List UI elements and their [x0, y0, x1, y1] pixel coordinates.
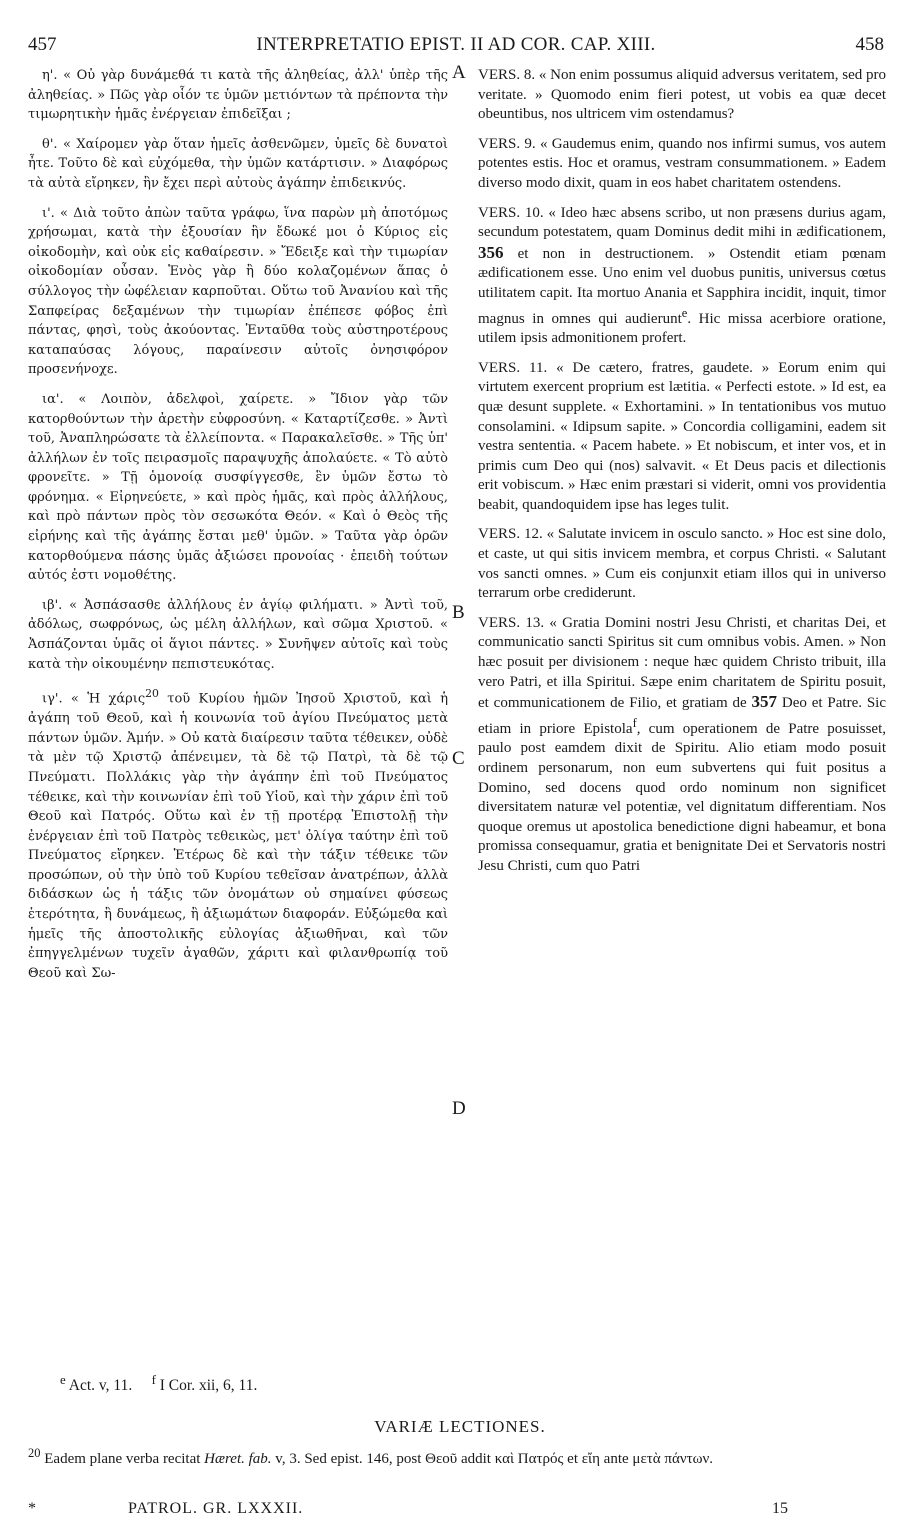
latin-verse-13 — [478, 614, 886, 877]
margin-marker-a: A — [452, 62, 466, 83]
greek-verse-13-start: ιγ'. « Ἡ χάρις — [42, 691, 146, 707]
greek-verse-8: η'. « Οὐ γὰρ δυνάμεθά τι κατὰ τῆς ἀληθείας, ἀλλ' ὑπὲρ τῆς ἀληθείας. » Πῶς γὰρ οἷόν τε ὑμῶν μετιόντων τὰ πρέποντα τὴν τιμωρητικὴν ἡμᾶς ἐνέργειαν ἐπιδεῖξαι ; — [28, 68, 448, 123]
latin-column — [478, 66, 886, 877]
running-title: INTERPRETATIO EPIST. II AD COR. CAP. XIII. — [256, 34, 656, 55]
variant-note-number: 20 — [28, 1446, 41, 1460]
page-number-right: 458 — [855, 34, 884, 55]
margin-marker-b: B — [452, 602, 465, 623]
latin-verse-10-end: . Hic missa acerbiore oratione, utilem ipsis admonitionem profert. — [478, 310, 887, 347]
greek-verse-10: ι'. « Διὰ τοῦτο ἀπὼν ταῦτα γράφω, ἵνα παρὼν μὴ ἀποτόμως χρήσωμαι, κατὰ τὴν ἐξουσίαν ἣν ἔδωκέ μοι ὁ Κύριος εἰς οἰκοδομὴν, καὶ οὐκ εἰς καθαίρεσιν. » Ἔδειξε καὶ τὴν τιμωρίαν οἰκοδομίαν οὖσαν. Ἑνὸς γὰρ ἢ δύο κολαζομένων ἅπας ὁ σύλλογος τὴν ὠφέλειαν καρποῦται. Οὕτω τοῦ Ἀνανίου καὶ τῆς Σαπφείρας δεξαμένων τὴν τιμωρίαν ἐπέπεσε φόβος ἐπὶ πάντας, φησὶ, τοὺς ἀκούοντας. Ἐνταῦθα τοὺς αὐστηροτέρους καταπαύσας λόγους, παραίνεσιν αὐτοῖς ὀνησιφόρον προσενήνοχε. — [28, 205, 448, 378]
variant-note-20 — [28, 1444, 888, 1469]
margin-marker-d: D — [452, 1098, 466, 1119]
column-number-356: 356 — [478, 242, 504, 262]
variant-note-source: Hæret. fab. — [204, 1451, 272, 1467]
footer-asterisk: * — [28, 1500, 36, 1517]
greek-verse-9: θ'. « Χαίρομεν γὰρ ὅταν ἡμεῖς ἀσθενῶμεν, ὑμεῖς δὲ δυνατοὶ ἦτε. Τοῦτο δὲ καὶ εὐχόμεθα, τὴν ὑμῶν κατάρτισιν. » Διαφόρως τὰ αὐτὰ εἴρηκεν, ἣν ἔχει περὶ αὐτοὺς ἀγάπην ἐπιδεικνύς. — [28, 136, 448, 191]
margin-marker-c: C — [452, 748, 465, 769]
greek-verse-13 — [28, 684, 448, 983]
footnote-f: I Cor. xii, 6, 11. — [159, 1377, 258, 1395]
footnotes — [60, 1372, 880, 1395]
variant-note-text-a: Eadem plane verba recitat — [44, 1451, 205, 1467]
latin-verse-13-middle: Deo et Patre. Sic etiam in priore Epistola — [478, 695, 886, 737]
latin-verse-13-end: , cum operationem de Patre posuisset, paulo post eamdem dixit de Spiritu. Alio etiam modo posuit ordinem personarum, non eum subvertens qui fuit positus a Domino, sed docens quod ordo nominum non significet diversitatem naturæ vel potentiæ, vel dignitatum differentiam. Nos quoque oremus ut apostolica benedictione digni habeamur, et bona promissa consequamur, gratia et benignitate Dei et Servatoris nostri Jesu Christi, cum quo Patri — [478, 720, 886, 874]
latin-verse-10 — [478, 204, 886, 349]
greek-verse-11: ια'. « Λοιπὸν, ἀδελφοὶ, χαίρετε. » Ἴδιον γὰρ τῶν κατορθούντων τὴν ἀρετὴν εὐφροσύνη. « Καταρτίζεσθε. » Ἀντὶ τοῦ, Ἀναπληρώσατε τὰ ἐλλείποντα. « Παρακαλεῖσθε. » Τῆς ὑπ' ἀλλήλων ἐν τοῖς πειρασμοῖς παραψυχῆς ἀπολαύετε. « Τὸ αὐτὸ φρονεῖτε. » Τῇ ὁμονοίᾳ συσφίγγεσθε, ἓν ὑμῶν ἔστω τὸ φρόνημα. « Εἰρηνεύετε, » καὶ πρὸς ἡμᾶς, καὶ πρὸς ἀλλήλους, καὶ πρὸ πάντων πρὸς τὸν σεσωκότα Θεόν. « Καὶ ὁ Θεὸς τῆς εἰρήνης καὶ τῆς ἀγάπης ἔσται μεθ' ὑμῶν. » Ταῦτα γὰρ ὁρῶν κατορθούμενα πάσης ὑμᾶς ἀξιώσει προνοίας · ἐπειδὴ τούτων αὐτός ἐστι νομοθέτης. — [28, 391, 448, 584]
greek-verse-12: ιβ'. « Ἀσπάσασθε ἀλλήλους ἐν ἁγίῳ φιλήματι. » Ἀντὶ τοῦ, ἀδόλως, σωφρόνως, ὡς μέλη ἀλλήλων, καὶ σῶμα Χριστοῦ. « Ἀσπάζονται ὑμᾶς οἱ ἅγιοι πάντες. » Συνῆψεν αὐτοῖς καὶ τοὺς κατὰ τὴν οἰκουμένην πεπιστευκότας. — [28, 597, 448, 672]
variant-reference-20: 20 — [145, 687, 159, 701]
gathering-signature: 15 — [772, 1500, 788, 1517]
variant-note-text-b: v, 3. Sed epist. 146, post Θεοῦ addit καὶ Πατρός et εἴη ante μετὰ πάντων. — [271, 1451, 714, 1467]
latin-verse-13-start: VERS. 13. « Gratia Domini nostri Jesu Christi, et charitas Dei, et communicatio sancti Spiritus sit cum omnibus vobis. Amen. » Non hæc posuit per divisionem : neque hæc quidem Christo tribuit, illa vero Patri, et illa Spiritui. Sæpe enim charitatem de Spiritu posuit, et communicationem de Filio, et gratiam de — [478, 614, 886, 712]
latin-verse-10-start: VERS. 10. « Ideo hæc absens scribo, ut non præsens durius agam, secundum potestatem, quam Dominus dedit mihi in ædificationem, — [478, 204, 886, 241]
latin-verse-12: VERS. 12. « Salutate invicem in osculo sancto. » Hoc est sine dolo, et caste, ut qui sitis invicem membra, et corpus Christi. « Salutant vos sancti omnes. » Cum eis conjunxit etiam illos qui in universo terrarum orbe crediderunt. — [478, 526, 886, 602]
greek-column — [28, 66, 448, 983]
latin-verse-8: VERS. 8. « Non enim possumus aliquid adversus veritatem, sed pro veritate. » Quomodo enim fieri potest, ut vobis ea quæ decet obeuntibus, nos ultricem vim ostendamus? — [478, 67, 886, 123]
latin-verse-10-middle: et non in destructionem. » Ostendit etiam pœnam ædificationem esse. Uno enim vel duobus punitis, universus cœtus utilitatem capit. Ita mortuo Anania et Sapphira incidit, inquit, timor magnus in omnes qui audierunt — [478, 245, 886, 327]
series-volume-label: PATROL. GR. LXXXII. — [128, 1500, 304, 1517]
footnote-reference-f: f — [632, 715, 637, 730]
footnote-reference-e: e — [681, 305, 688, 320]
footnote-mark-f: f — [151, 1372, 156, 1387]
latin-verse-9: VERS. 9. « Gaudemus enim, quando nos infirmi sumus, vos autem potentes estis. Hoc et oramus, vestram consummationem. » Eadem diverso modo dixit, quam in eos habet charitatem ostendens. — [478, 135, 886, 191]
footnote-e: Act. v, 11. — [68, 1377, 133, 1395]
page-number-left: 457 — [28, 34, 57, 55]
variae-lectiones-heading: VARIÆ LECTIONES. — [374, 1417, 546, 1436]
column-number-357: 357 — [751, 692, 778, 712]
latin-verse-11: VERS. 11. « De cætero, fratres, gaudete. » Eorum enim qui virtutem exercent proprium est lætitia. « Perfecti estote. » Id est, ea quæ desunt supplete. « Exhortamini. » In tentationibus vos mutuo consolamini. « Idipsum sapite. » Concordia colligamini, eadem sit vestra sententia. « Pacem habete. » Et nobiscum, et inter vos, et in primis cum Deo qui (nos) salvavit. « Et Deus pacis et dilectionis erit vobiscum. » Hæc enim præstari si viderit, omni vos providentia beabit, quandoquidem ipse has leges tulit. — [478, 359, 886, 513]
greek-verse-13-rest: τοῦ Κυρίου ἡμῶν Ἰησοῦ Χριστοῦ, καὶ ἡ ἀγάπη τοῦ Θεοῦ, καὶ ἡ κοινωνία τοῦ ἁγίου Πνεύματος μετὰ πάντων ὑμῶν. Ἀμήν. » Οὐ κατὰ διαίρεσιν ταῦτα τέθεικεν, οὐδὲ τὰ μὲν τῷ Χριστῷ ἀπένειμεν, τὰ δὲ τῷ Πατρὶ, τὰ δὲ τῷ Πνεύματι. Πολλάκις γὰρ τὴν ἀγάπην ἐπὶ τοῦ Πνεύματος τέθεικε, καὶ τὴν κοινωνίαν ἐπὶ τοῦ Υἱοῦ, καὶ τὴν χάριν ἐπὶ τοῦ Θεοῦ καὶ Πατρός. Οὕτω καὶ ἐν τῇ προτέρᾳ Ἐπιστολῇ τὴν ἐνέργειαν ἐπὶ τοῦ Πατρὸς τεθεικὼς, μετ' ὀλίγα ταύτην ἐπὶ τοῦ Πνεύματος εἴρηκεν. Ἑτέρως δὲ καὶ τὴν τάξιν τέθεικε τῶν προσώπων, οὐ τὴν ὑπὸ τοῦ Κυρίου τεθεῖσαν ἀνατρέπων, ἀλλὰ διδάσκων ὡς ἡ τάξις τῶν ὀνομάτων οὐ σημαίνει φύσεως ἑτερότητα, ἢ δυνάμεως, ἢ ἀξιωμάτων διαφοράν. Εὐξώμεθα καὶ ἡμεῖς τῆς ἀποστολικῆς εὐλογίας ἀξιωθῆναι, καὶ τῶν ἐπηγγελμένων τυχεῖν ἀγαθῶν, χάριτι καὶ φιλανθρωπίᾳ τοῦ Θεοῦ καὶ Σω- — [28, 691, 448, 981]
running-header — [28, 34, 884, 58]
footnote-mark-e: e — [60, 1372, 66, 1387]
